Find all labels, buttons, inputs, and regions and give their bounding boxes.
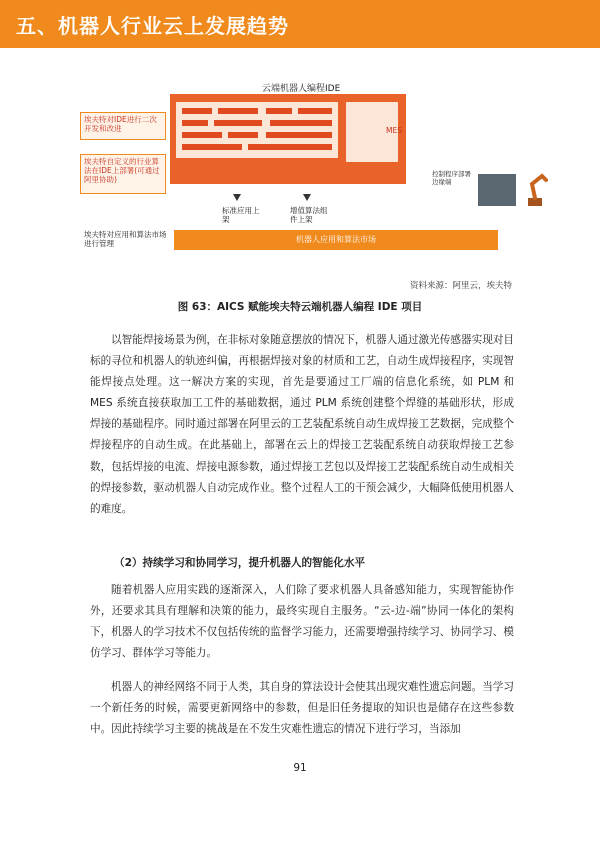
module-block — [270, 120, 332, 126]
module-block — [218, 108, 258, 114]
body-paragraph-1: 以智能焊接场景为例，在非标对象随意摆放的情况下，机器人通过激光传感器实现对目标的寻位和机器人的轨迹纠偏，再根据焊接对象的材质和工艺，自动生成焊接程序，实现智能焊接点处理。这一解决方案的实现，首先是要通过工厂端的信息化系统，如 PLM 和 MES 系统直接获取加工工件的基础数据，通过 PLM 系统创建整个焊缝的基础形状，形成焊接的基础程序。同时通过部署在阿里云的工艺装配系统自动生成焊接工艺数据，完成整个焊接程序的自动生成。在此基础上，部署在云上的焊接工艺装配系统自动获取焊接工艺参数，包括焊接的电流、焊接电源参数，通过焊接工艺包以及焊接工艺装配系统自动生成相关的焊接参数，驱动机器人自动完成作业。整个过程人工的干预会减少，大幅降低使用机器人的难度。 — [90, 334, 514, 515]
body-paragraph-2: 随着机器人应用实践的逐渐深入，人们除了要求机器人具备感知能力，实现智能协作外，还要求其具有理解和决策的能力，最终实现自主服务。“云-边-端”协同一体化的架构下，机器人的学习技术不仅包括传统的监督学习能力，还需要增强持续学习、协同学习、模仿学习、群体学习等能力。 — [90, 584, 514, 660]
module-block — [182, 144, 242, 150]
figure-source: 资料来源：阿里云，埃夫特 — [409, 281, 512, 291]
figure-mes-panel — [346, 102, 402, 162]
figure-arrow-label-2: 增值算法组件上架 — [290, 206, 328, 224]
figure-right-label: 控制程序部署边缘端 — [432, 170, 471, 186]
figure — [0, 82, 600, 277]
figure-left-box-2: 埃夫特自定义的行业算法在IDE上部署(可通过阿里协助) — [80, 154, 166, 194]
figure-market-bar: 机器人应用和算法市场 — [174, 230, 498, 250]
figure-caption: 图 63：AICS 赋能埃夫特云端机器人编程 IDE 项目 — [177, 301, 423, 313]
module-block — [266, 108, 292, 114]
subsection-heading: （2）持续学习和协同学习，提升机器人的智能化水平 — [114, 557, 366, 569]
figure-ide-modules — [176, 102, 338, 158]
module-block — [214, 120, 262, 126]
module-block — [298, 108, 332, 114]
module-block — [182, 120, 208, 126]
figure-left-bottom-label: 埃夫特对应用和算法市场进行管理 — [84, 230, 167, 248]
module-block — [248, 144, 332, 150]
figure-left-box-1: 埃夫特对IDE进行二次开发和改进 — [80, 112, 166, 140]
down-arrow-icon — [233, 194, 241, 201]
module-block — [182, 108, 212, 114]
figure-arrow-label-1: 标准应用上架 — [222, 206, 260, 224]
figure-side-label: MES — [386, 126, 402, 135]
robot-arm-icon — [520, 170, 548, 206]
page-number: 91 — [293, 762, 307, 774]
down-arrow-icon — [303, 194, 311, 201]
section-title: 五、机器人行业云上发展趋势 — [16, 14, 289, 38]
body-paragraph-3: 机器人的神经网络不同于人类，其自身的算法设计会使其出现灾难性遗忘问题。当学习一个新任务的时候，需要更新网络中的参数，但是旧任务提取的知识也是储存在这些参数中。因此持续学习主要的挑战是在不发生灾难性遗忘的情况下进行学习，当添加 — [90, 681, 514, 736]
module-block — [228, 132, 258, 138]
module-block — [182, 132, 222, 138]
page-header — [0, 0, 600, 48]
controller-cabinet-icon — [478, 174, 516, 206]
figure-diagram-title: 云端机器人编程IDE — [262, 84, 341, 94]
module-block — [266, 132, 332, 138]
